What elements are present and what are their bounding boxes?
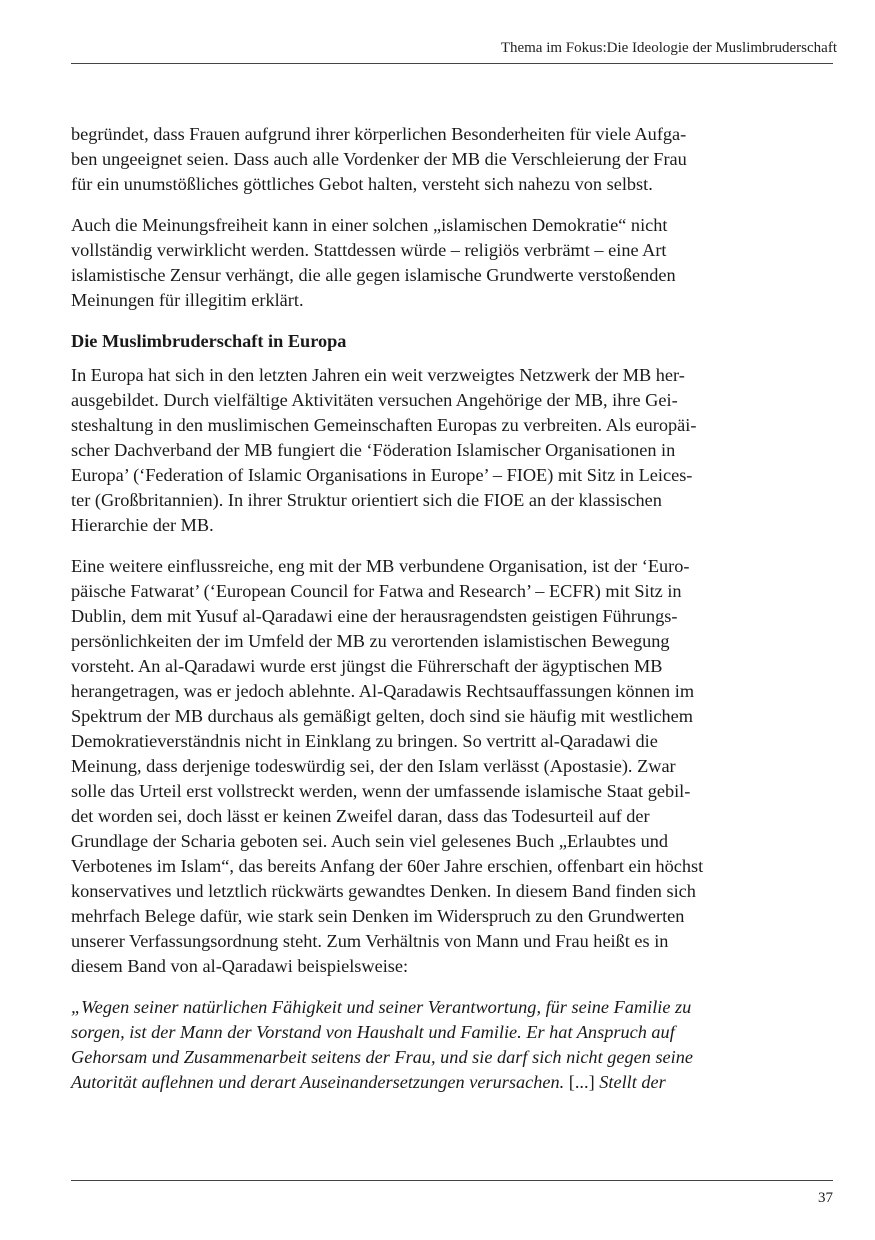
quote-line <box>71 1070 791 1095</box>
text-line: Meinung, dass derjenige todeswürdig sei, der den Islam verlässt (Apostasie). Zwar <box>71 756 676 776</box>
text-line: scher Dachverband der MB fungiert die ‘Föderation Islamischer Organisationen in <box>71 440 676 460</box>
ellipsis-marker: [...] <box>564 1072 600 1092</box>
text-line: Dublin, dem mit Yusuf al-Qaradawi eine der herausragendsten geistigen Führungs- <box>71 606 678 626</box>
block-quote <box>71 995 791 1095</box>
text-line: vollständig verwirklicht werden. Stattdessen würde – religiös verbrämt – eine Art <box>71 240 667 260</box>
paragraph-1 <box>71 122 791 197</box>
text-line: ben ungeeignet seien. Dass auch alle Vordenker der MB die Verschleierung der Frau <box>71 149 687 169</box>
text-line: Spektrum der MB durchaus als gemäßigt gelten, doch sind sie häufig mit westlichem <box>71 706 693 726</box>
footer-rule <box>71 1180 833 1181</box>
text-line: Verbotenes im Islam“, das bereits Anfang der 60er Jahre erschien, offenbart ein höchst <box>71 856 704 876</box>
running-header: Thema im Fokus:Die Ideologie der Muslimbruderschaft <box>500 40 837 56</box>
text-line: vorsteht. An al-Qaradawi wurde erst jüngst die Führerschaft der ägyptischen MB <box>71 656 663 676</box>
text-line: unserer Verfassungsordnung steht. Zum Verhältnis von Mann und Frau heißt es in <box>71 931 669 951</box>
text-line: Hierarchie der MB. <box>71 515 214 535</box>
header-rule <box>71 63 833 64</box>
quote-segment: Autorität auflehnen und derart Auseinandersetzungen verursachen. <box>71 1072 565 1092</box>
text-line: In Europa hat sich in den letzten Jahren ein weit verzweigtes Netzwerk der MB her- <box>71 365 685 385</box>
text-line: für ein unumstößliches göttliches Gebot halten, versteht sich nahezu von selbst. <box>71 174 653 194</box>
text-line: Meinungen für illegitim erklärt. <box>71 290 304 310</box>
text-line: herangetragen, was er jedoch ablehnte. Al-Qaradawis Rechtsauffassungen können im <box>71 681 695 701</box>
text-line: diesem Band von al-Qaradawi beispielsweise: <box>71 956 409 976</box>
text-line: steshaltung in den muslimischen Gemeinschaften Europas zu verbreiten. Als europäi- <box>71 415 697 435</box>
text-line: Demokratieverständnis nicht in Einklang zu bringen. So vertritt al-Qaradawi die <box>71 731 658 751</box>
text-line: Europa’ (‘Federation of Islamic Organisations in Europe’ – FIOE) mit Sitz in Leices- <box>71 465 693 485</box>
page-number: 37 <box>818 1190 833 1206</box>
text-line: solle das Urteil erst vollstreckt werden, wenn der umfassende islamische Staat gebil- <box>71 781 691 801</box>
text-line: mehrfach Belege dafür, wie stark sein Denken im Widerspruch zu den Grundwerten <box>71 906 685 926</box>
quote-segment: Stellt der <box>599 1072 666 1092</box>
quote-line: Gehorsam und Zusammenarbeit seitens der Frau, und sie darf sich nicht gegen seine <box>71 1047 693 1067</box>
paragraph-3 <box>71 363 791 538</box>
text-line: begründet, dass Frauen aufgrund ihrer körperlichen Besonderheiten für viele Aufga- <box>71 124 687 144</box>
page-body <box>71 122 791 1111</box>
quote-line: sorgen, ist der Mann der Vorstand von Haushalt und Familie. Er hat Anspruch auf <box>71 1022 675 1042</box>
text-line: ter (Großbritannien). In ihrer Struktur orientiert sich die FIOE an der klassischen <box>71 490 662 510</box>
text-line: Grundlage der Scharia geboten sei. Auch sein viel gelesenes Buch „Erlaubtes und <box>71 831 668 851</box>
text-line: Auch die Meinungsfreiheit kann in einer solchen „islamischen Demokratie“ nicht <box>71 215 668 235</box>
quote-line: „Wegen seiner natürlichen Fähigkeit und seiner Verantwortung, für seine Familie zu <box>71 997 692 1017</box>
text-line: det worden sei, doch lässt er keinen Zweifel daran, dass das Todesurteil auf der <box>71 806 650 826</box>
section-heading: Die Muslimbruderschaft in Europa <box>71 331 347 351</box>
text-line: ausgebildet. Durch vielfältige Aktivitäten versuchen Angehörige der MB, ihre Gei- <box>71 390 678 410</box>
paragraph-2 <box>71 213 791 313</box>
text-line: Eine weitere einflussreiche, eng mit der MB verbundene Organisation, ist der ‘Euro- <box>71 556 690 576</box>
text-line: persönlichkeiten der im Umfeld der MB zu verortenden islamistischen Bewegung <box>71 631 670 651</box>
paragraph-4 <box>71 554 791 979</box>
text-line: islamistische Zensur verhängt, die alle gegen islamische Grundwerte verstoßenden <box>71 265 676 285</box>
text-line: päische Fatwarat’ (‘European Council for Fatwa and Research’ – ECFR) mit Sitz in <box>71 581 682 601</box>
text-line: konservatives und letztlich rückwärts gewandtes Denken. In diesem Band finden sich <box>71 881 696 901</box>
